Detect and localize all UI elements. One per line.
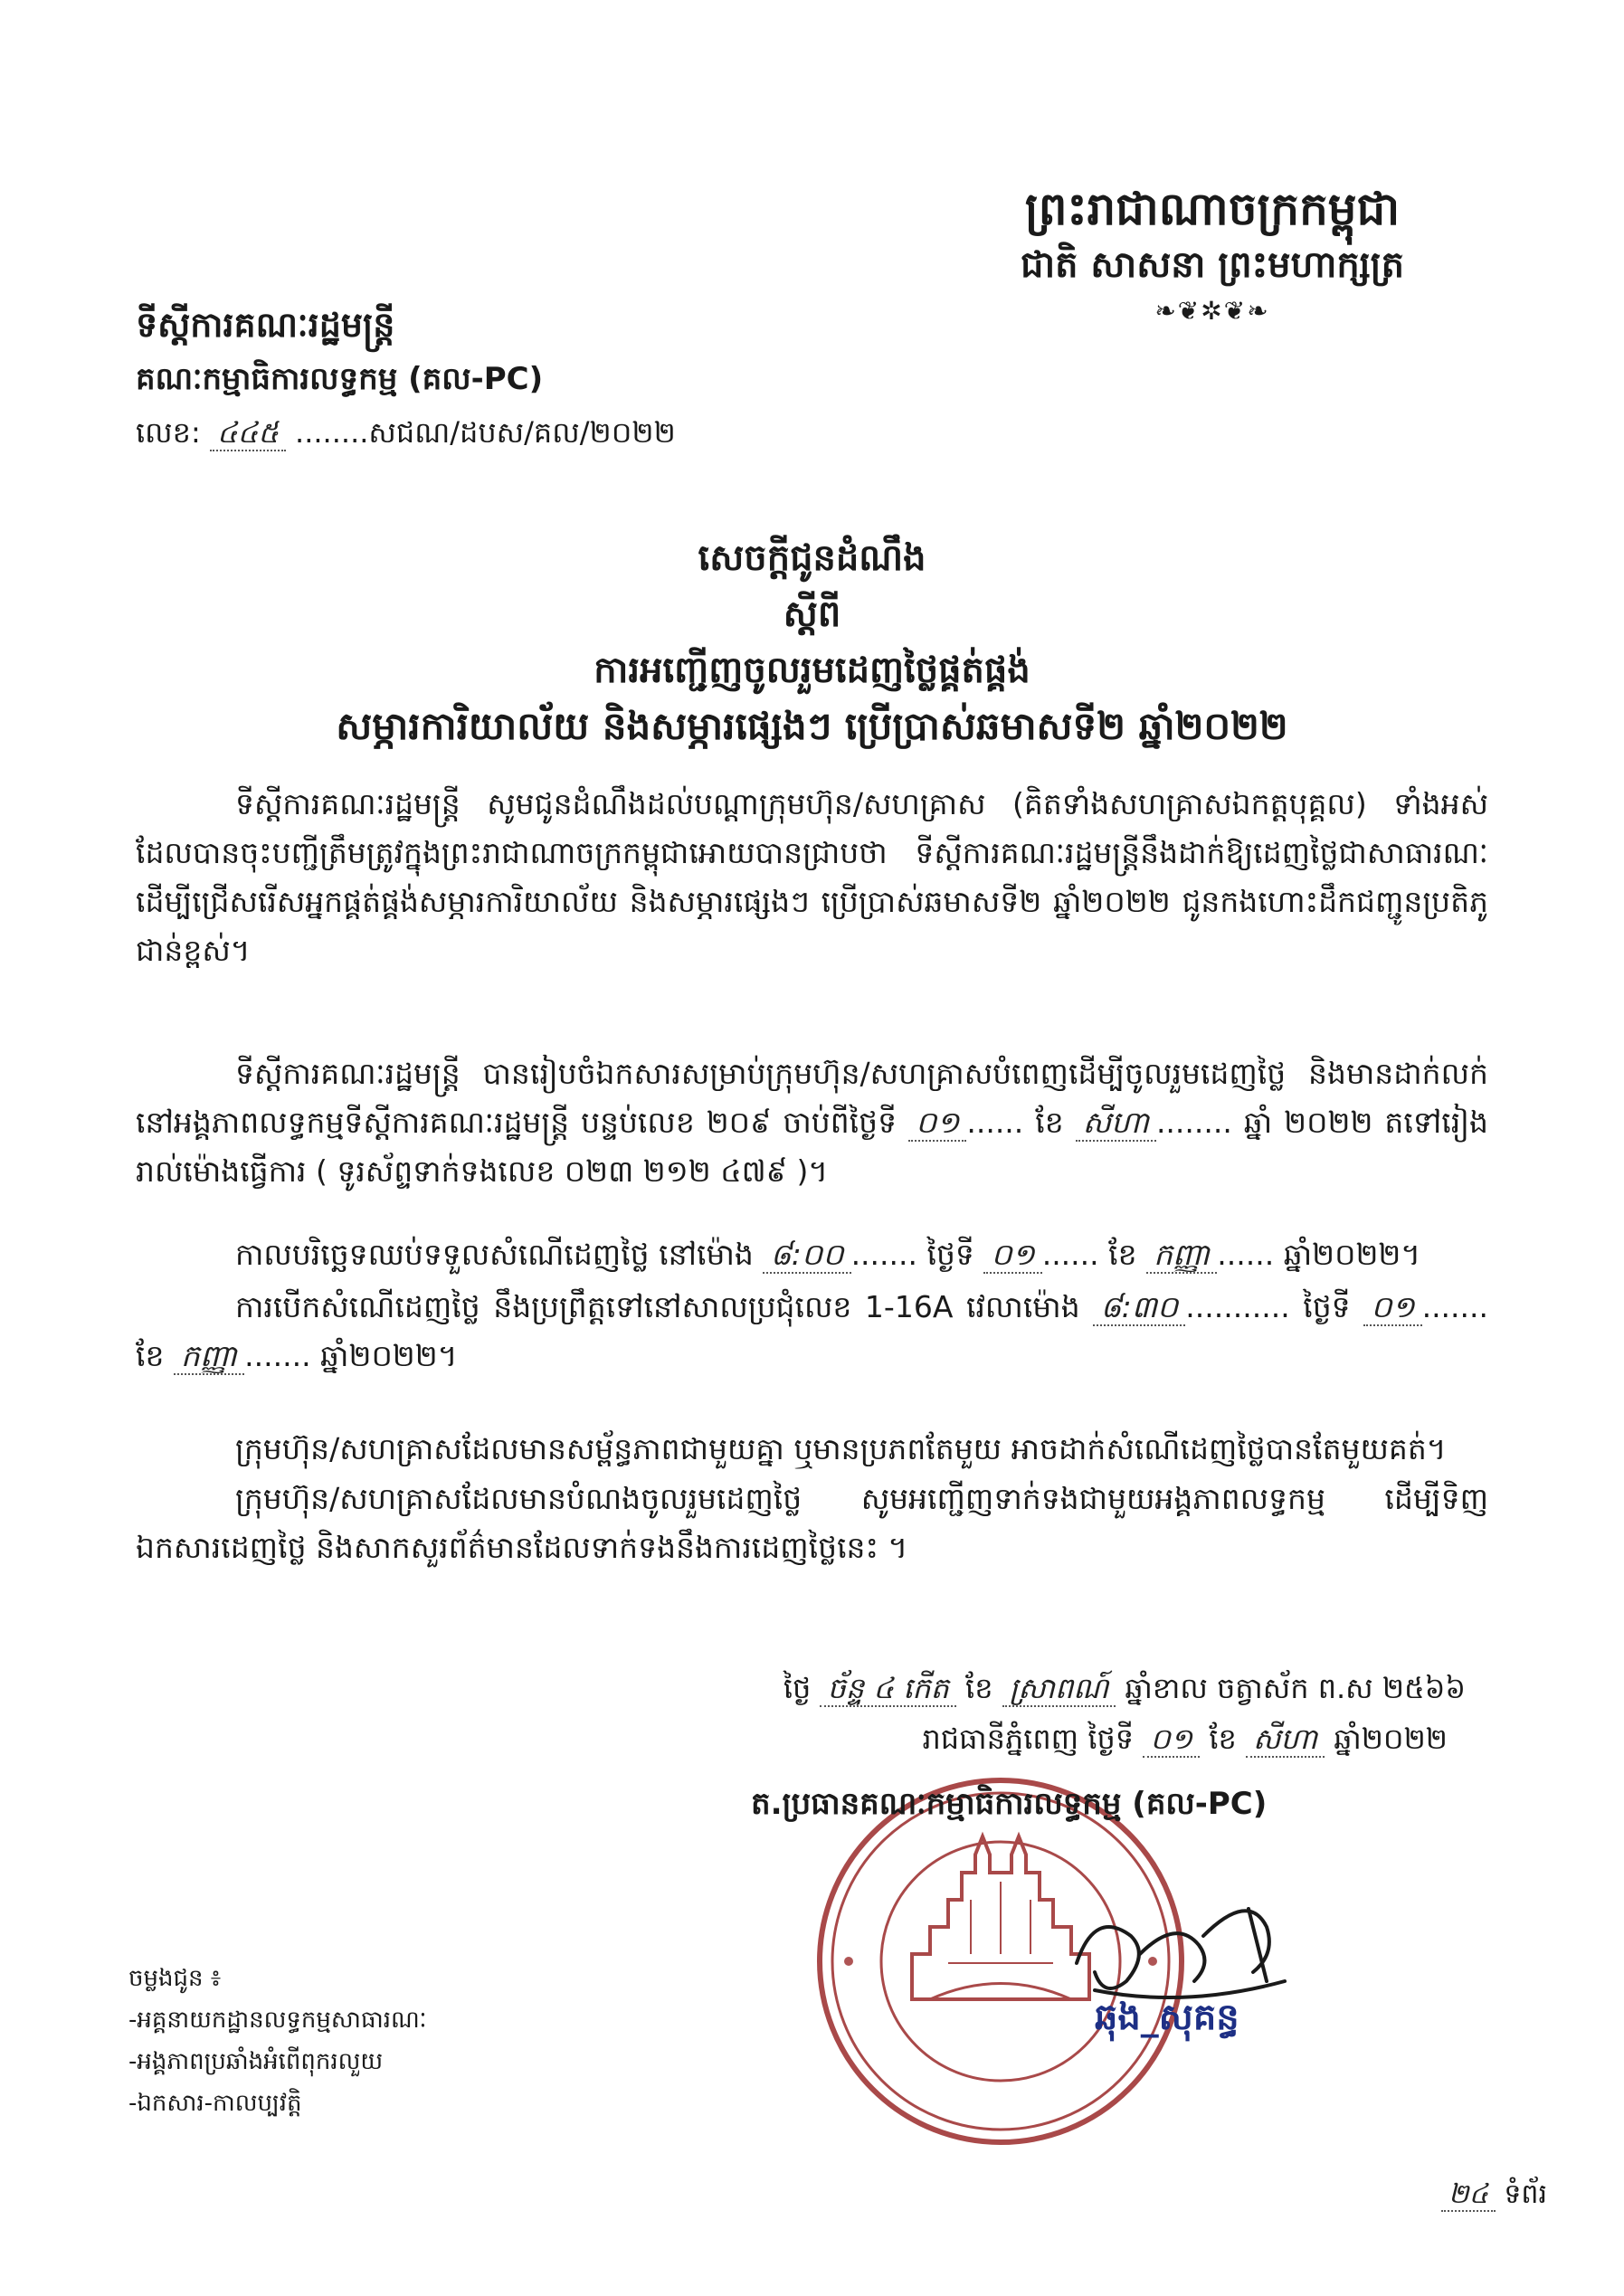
paragraph-2-day: ០១ xyxy=(908,1105,966,1142)
reference-handwritten-number: ៤៤៥ xyxy=(210,415,286,451)
kingdom-heading xyxy=(959,179,1466,331)
paragraph-3-text-a: កាលបរិច្ឆេទឈប់ទទួលសំណើដេញថ្លៃ នៅម៉ោង xyxy=(235,1237,754,1272)
sender-committee: គណៈកម្មាធិការលទ្ធកម្ម (គល-PC) xyxy=(136,361,544,397)
title-line-2: ស្ដីពី xyxy=(783,593,841,635)
cc-label: ចម្លងជូន ៖ xyxy=(128,1965,222,1992)
paragraph-5: ក្រុមហ៊ុន/សហគ្រាសដែលមានសម្ព័ន្ធភាពជាមួយគ្នា ឬមានប្រភពតែមួយ អាចដាក់សំណើដេញថ្លៃបានតែមួយគត់។ xyxy=(235,1431,1447,1466)
title-line-4: សម្ភារការិយាល័យ និងសម្ភារផ្សេងៗ ប្រើប្រាស់ឆមាសទី២ ឆ្នាំ២០២២ xyxy=(336,704,1288,748)
sender-block xyxy=(136,297,859,460)
solar-date-text-a: រាជធានីភ្នំពេញ ថ្ងៃទី xyxy=(922,1722,1135,1756)
paragraph-3-month: កញ្ញា xyxy=(1146,1237,1217,1274)
paragraph-2 xyxy=(136,1049,1488,1196)
solar-date-day: ០១ xyxy=(1143,1722,1200,1758)
sender-office: ទីស្ដីការគណៈរដ្ឋមន្ត្រី xyxy=(136,305,395,345)
paragraph-3 xyxy=(136,1230,1488,1279)
lunar-date-day: ច័ន្ទ ៤ កើត xyxy=(820,1671,955,1707)
solar-date xyxy=(688,1713,1448,1764)
solar-date-text-c: ឆ្នាំ២០២២ xyxy=(1334,1722,1448,1756)
title-line-1: សេចក្ដីជូនដំណឹង xyxy=(698,537,926,579)
cc-item: -ឯកសារ-កាលប្បវត្តិ xyxy=(128,2090,302,2117)
dateline xyxy=(688,1663,1466,1764)
signatory-name: ឆុង_សុគន្ធ xyxy=(1095,1997,1239,2038)
cc-list xyxy=(128,1958,599,2124)
paragraph-4-text-a: ការបើកសំណើដេញថ្លៃ នឹងប្រព្រឹត្តទៅនៅសាលប្រជុំលេខ 1-16A វេលាម៉ោង xyxy=(235,1289,1080,1324)
reference-label: លេខ: xyxy=(136,415,201,450)
paragraph-4-text-b: ........... ថ្ងៃទី xyxy=(1185,1289,1351,1324)
notice-title xyxy=(136,530,1488,754)
paragraph-2-text-a: ទីស្ដីការគណៈរដ្ឋមន្ត្រី បានរៀបចំឯកសារសម្រាប់ក្រុមហ៊ុន/សហគ្រាសបំពេញដើម្បីចូលរួមដេញថ្លៃ និងមានដាក់លក់នៅអង្គភាពលទ្ធកម្មទីស្ដីការគណៈរដ្ឋមន្ត្រី បន្ទប់លេខ ២០៩ ចាប់ពីថ្ងៃទី xyxy=(136,1056,1488,1140)
paragraph-4-time: ៨:៣០ xyxy=(1093,1289,1185,1326)
lunar-date xyxy=(688,1663,1466,1713)
paragraph-4 xyxy=(136,1283,1488,1380)
reference-suffix: ........សជណ/ដបស/គល/២០២២ xyxy=(295,415,676,450)
ornament-divider: ❧❦✲❦❧ xyxy=(1154,296,1270,326)
paragraph-2-text-b: ...... ខែ xyxy=(966,1105,1064,1140)
kingdom-title: ព្រះរាជាណាចក្រកម្ពុជា xyxy=(1024,183,1401,235)
reference-number xyxy=(136,405,859,460)
national-motto: ជាតិ សាសនា ព្រះមហាក្សត្រ xyxy=(1021,244,1404,286)
signatory-title: ត.ប្រធានគណៈកម្មាធិការលទ្ធកម្ម (គល-PC) xyxy=(751,1786,1268,1822)
page-count-label: ទំព័រ xyxy=(1504,2178,1547,2210)
paragraph-3-text-b: ....... ថ្ងៃទី xyxy=(850,1237,974,1272)
paragraph-6: ក្រុមហ៊ុន/សហគ្រាសដែលមានបំណងចូលរួមដេញថ្លៃ សូមអញ្ជើញទាក់ទងជាមួយអង្គភាពលទ្ធកម្ម ដើម្បីទិញឯកសារដេញថ្លៃ និងសាកសួរព័ត៌មានដែលទាក់ទងនឹងការដេញថ្លៃនេះ ។ xyxy=(136,1481,1488,1565)
paragraph-1: ទីស្ដីការគណៈរដ្ឋមន្ត្រី សូមជូនដំណឹងដល់បណ្ដាក្រុមហ៊ុន/សហគ្រាស (គិតទាំងសហគ្រាសឯកត្តបុគ្គល) ទាំងអស់ដែលបានចុះបញ្ជីត្រឹមត្រូវក្នុងព្រះរាជាណាចក្រកម្ពុជាអោយបានជ្រាបថា ទីស្ដីការគណៈរដ្ឋមន្ត្រីនឹងដាក់ឱ្យដេញថ្លៃជាសាធារណៈដើម្បីជ្រើសរើសអ្នកផ្គត់ផ្គង់សម្ភារការិយាល័យ និងសម្ភារផ្សេងៗ ប្រើប្រាស់ឆមាសទី២ ឆ្នាំ២០២២ ជូនកងហោះដឹកជញ្ជូនប្រតិភូជាន់ខ្ពស់។ xyxy=(136,786,1488,968)
paragraph-4-day: ០១ xyxy=(1363,1289,1421,1326)
solar-date-text-b: ខែ xyxy=(1209,1722,1237,1756)
cc-item: -អង្គភាពប្រឆាំងអំពើពុករលួយ xyxy=(128,2048,384,2075)
page-count-number: ២៤ xyxy=(1441,2178,1496,2212)
cc-item: -អគ្គនាយកដ្ឋានលទ្ធកម្មសាធារណៈ xyxy=(128,2007,427,2034)
paragraph-4-text-d: ....... ឆ្នាំ២០២២។ xyxy=(244,1338,458,1373)
page-count xyxy=(1348,2175,1547,2215)
paragraph-4-text-c: ....... ខែ xyxy=(136,1289,1489,1373)
lunar-date-text-c: ឆ្នាំខាល ចត្វាស័ក ព.ស ២៥៦៦ xyxy=(1125,1671,1466,1705)
paragraph-3-text-c: ...... ខែ xyxy=(1041,1237,1137,1272)
paragraph-3-text-d: ...... ឆ្នាំ២០២២។ xyxy=(1217,1237,1421,1272)
paragraph-3-day: ០១ xyxy=(983,1237,1041,1274)
solar-date-month: សីហា xyxy=(1246,1722,1325,1758)
paragraph-2-text-c: ........ ឆ្នាំ ២០២២ តទៅរៀងរាល់ម៉ោងធ្វើការ ( ទូរស័ព្ទទាក់ទងលេខ ០២៣ ២១២ ៤៧៩ )។ xyxy=(136,1105,1488,1189)
paragraph-3-time: ៨:០០ xyxy=(763,1237,850,1274)
paragraph-4-month: កញ្ញា xyxy=(174,1338,244,1375)
lunar-date-month: ស្រាពណ៍ xyxy=(1002,1671,1116,1707)
lunar-date-text-a: ថ្ងៃ xyxy=(783,1671,812,1705)
title-line-3: ការអញ្ជើញចូលរួមដេញថ្លៃផ្គត់ផ្គង់ xyxy=(594,650,1030,691)
paragraph-2-month: សីហា xyxy=(1076,1105,1156,1142)
lunar-date-text-b: ខែ xyxy=(965,1671,993,1705)
